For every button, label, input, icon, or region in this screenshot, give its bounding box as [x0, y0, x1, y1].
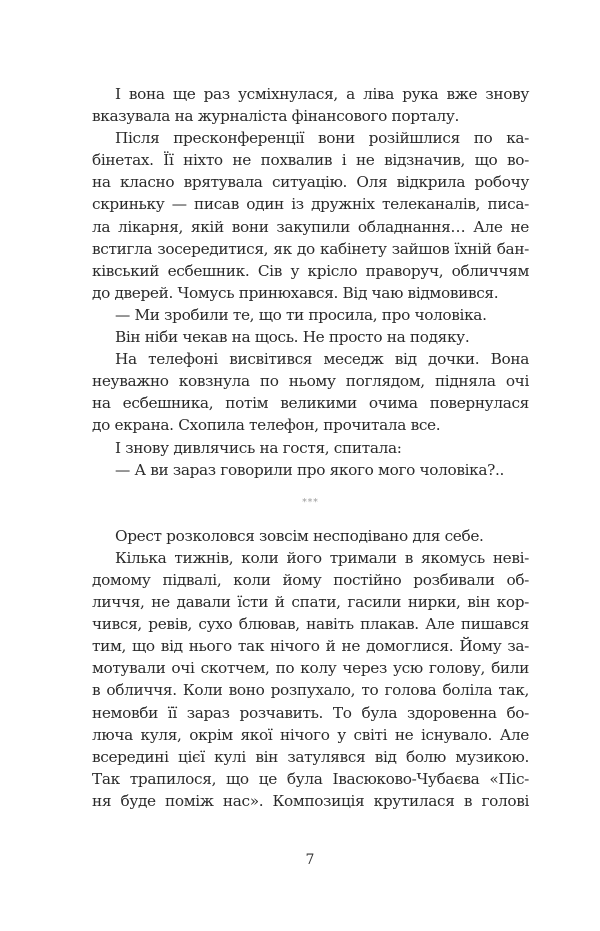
- text-line: На телефоні висвітився меседж від дочки. Вона: [115, 350, 529, 369]
- text-line: в обличчя. Коли воно розпухало, то голова боліла так,: [92, 681, 529, 700]
- text-line: — А ви зараз говорили про якого мого чоловіка?..: [115, 460, 504, 479]
- text-line: Кілька тижнів, коли його тримали в якомусь неві-: [115, 548, 529, 567]
- text-line: Так трапилося, що це була Івасюково-Чубаєва «Піс-: [92, 769, 529, 788]
- text-line: до дверей. Чомусь принюхався. Від чаю відмовився.: [92, 283, 499, 302]
- text-line: І вона ще раз усміхнулася, а ліва рука вже знову: [115, 85, 529, 103]
- book-page-text: [92, 83, 529, 812]
- text-line: на класно врятувала ситуацію. Оля відкрила робочу: [92, 173, 529, 192]
- text-line: Після пресконференції вони розійшлися по ка-: [115, 129, 529, 148]
- text-line: на есбешника, потім великими очима повернулася: [92, 394, 529, 413]
- text-line: І знову дивлячись на гостя, спитала:: [115, 438, 402, 457]
- text-line: — Ми зробили те, що ти просила, про чоловіка.: [115, 305, 487, 324]
- text-line: личчя, не давали їсти й спати, гасили нирки, він кор-: [92, 593, 529, 612]
- text-line: немовби її зараз розчавить. То була здоровенна бо-: [92, 703, 529, 722]
- text-line: встигла зосередитися, як до кабінету зайшов їхній бан-: [92, 239, 529, 258]
- text-line: чився, ревів, сухо блював, навіть плакав. Але пишався: [92, 615, 529, 634]
- text-line: люча куля, окрім якої нічого у світі не існувало. Але: [92, 725, 529, 744]
- text-line: вказувала на журналіста фінансового порталу.: [92, 107, 460, 126]
- text-line: Він ніби чекав на щось. Не просто на подяку.: [115, 328, 470, 347]
- text-line: мотували очі скотчем, по колу через усю голову, били: [92, 659, 529, 678]
- section-1: [92, 83, 529, 481]
- text-line: домому підвалі, коли йому постійно розбивали об-: [92, 570, 529, 589]
- text-line: всередині цієї кулі він затулявся від болю музикою.: [92, 747, 529, 766]
- text-line: ня буде поміж нас». Композиція крутилася в голові: [92, 791, 529, 810]
- section-separator-asterism: ***: [302, 497, 319, 508]
- section-2: [92, 525, 529, 812]
- text-line: скриньку — писав один із дружніх телеканалів, писа-: [92, 195, 529, 214]
- text-line: неуважно ковзнула по ньому поглядом, підняла очі: [92, 372, 529, 391]
- text-line: до екрана. Схопила телефон, прочитала все.: [92, 416, 441, 435]
- text-line: Орест розколовся зовсім несподівано для себе.: [115, 526, 484, 545]
- text-line: ківський есбешник. Сів у крісло праворуч, обличчям: [92, 261, 529, 280]
- text-line: ла лікарня, якій вони закупили обладнання… Але не: [92, 217, 529, 236]
- text-line: бінетах. Її ніхто не похвалив і не відзначив, що во-: [92, 151, 529, 170]
- page-number: 7: [305, 852, 315, 868]
- text-line: тим, що від нього так нічого й не домоглися. Йому за-: [92, 637, 529, 656]
